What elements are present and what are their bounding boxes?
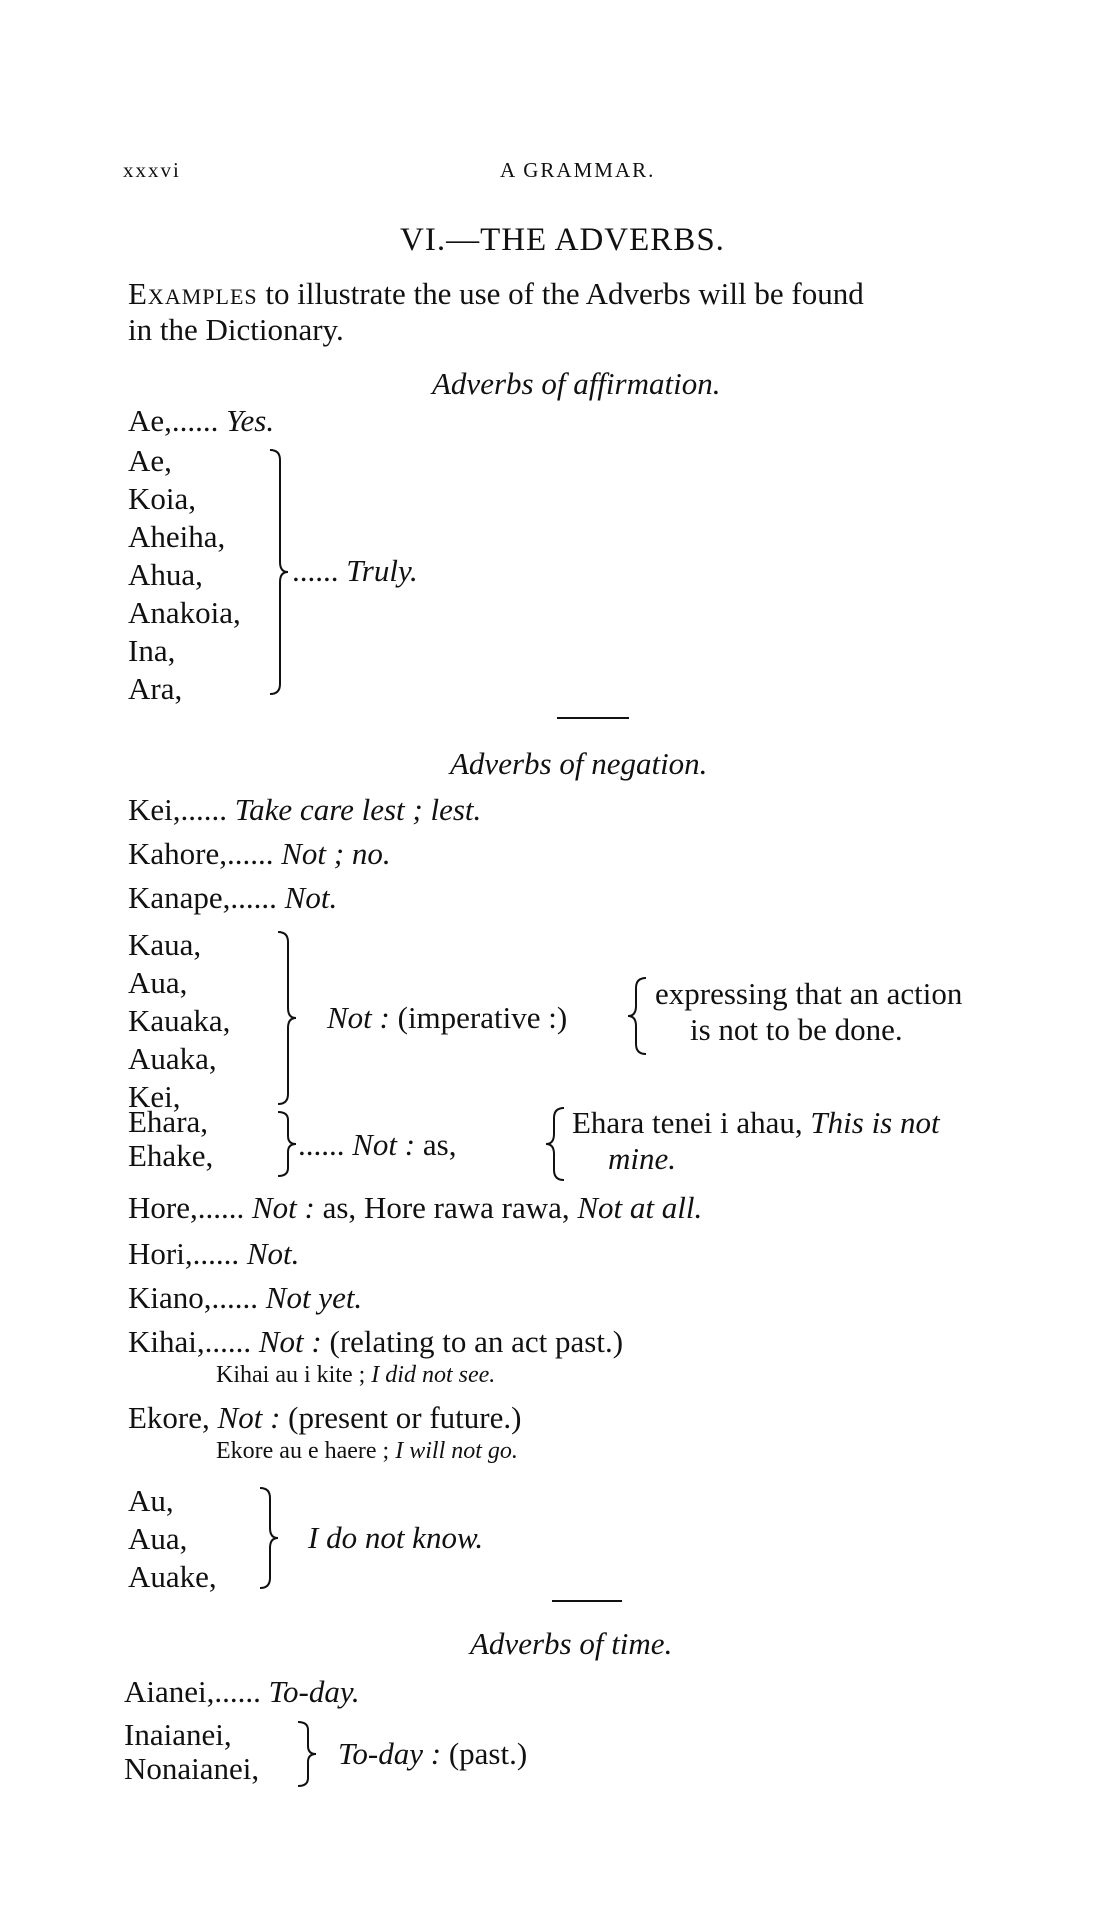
group-word: Kauaka, bbox=[128, 1003, 231, 1038]
inaianei-gloss-line bbox=[338, 1736, 527, 1772]
example-translation: I did not see. bbox=[371, 1362, 496, 1388]
ehara-brace-icon bbox=[276, 1110, 296, 1180]
entry-gloss: Not : bbox=[258, 1324, 322, 1359]
group-word: Inaianei, bbox=[124, 1717, 232, 1752]
entry-word: Aianei,...... bbox=[124, 1674, 261, 1709]
entry-gloss: To-day. bbox=[268, 1674, 360, 1709]
entry-note: (relating to an act past.) bbox=[329, 1324, 624, 1359]
inaianei-brace-icon bbox=[296, 1720, 316, 1790]
entry-note: (present or future.) bbox=[288, 1400, 522, 1435]
ehara-example-line bbox=[572, 1105, 940, 1141]
group-word: Au, bbox=[128, 1483, 174, 1518]
kaua-brace-icon bbox=[276, 930, 296, 1108]
group-word: Ina, bbox=[128, 633, 176, 668]
group-word: Aua, bbox=[128, 965, 188, 1000]
ekore-example bbox=[216, 1438, 518, 1465]
time-aianei-entry bbox=[124, 1674, 360, 1710]
example-translation: I will not go. bbox=[395, 1438, 518, 1464]
intro-text-1: to illustrate the use of the Adverbs will be found bbox=[265, 276, 864, 311]
group-gloss: To-day : bbox=[338, 1736, 442, 1771]
ehara-group-words bbox=[128, 1105, 213, 1173]
negation-ekore-entry bbox=[128, 1400, 521, 1436]
group-word: Ehake, bbox=[128, 1138, 214, 1173]
section-title: VI.—THE ADVERBS. bbox=[400, 222, 725, 258]
group-gloss: Not : bbox=[327, 1000, 390, 1035]
kaua-group-words bbox=[128, 926, 230, 1116]
affirmation-group-words bbox=[128, 442, 241, 708]
intro-lead: Examples bbox=[128, 276, 258, 311]
kaua-explanation-brace-icon bbox=[628, 976, 648, 1056]
entry-word: Kihai,...... bbox=[128, 1324, 252, 1359]
negation-hori-entry bbox=[128, 1236, 299, 1272]
entry-gloss: Not ; no. bbox=[281, 836, 391, 871]
group-word: Auake, bbox=[128, 1559, 217, 1594]
kaua-gloss-line bbox=[327, 1000, 567, 1036]
intro-line-2: in the Dictionary. bbox=[128, 312, 344, 347]
group-word: Koia, bbox=[128, 481, 197, 516]
ehara-example-brace-icon bbox=[546, 1106, 566, 1182]
group-gloss: Truly. bbox=[346, 553, 418, 588]
affirmation-brace-icon bbox=[268, 448, 288, 698]
negation-kanape-entry bbox=[128, 880, 337, 916]
affirmation-group-gloss-line bbox=[292, 553, 418, 589]
affirmation-ae-entry bbox=[128, 403, 274, 439]
group-word: Auaka, bbox=[128, 1041, 217, 1076]
section-divider bbox=[557, 717, 629, 719]
group-note: (past.) bbox=[448, 1736, 528, 1771]
negation-kiano-entry bbox=[128, 1280, 362, 1316]
entry-word: Ekore, bbox=[128, 1400, 210, 1435]
negation-heading: Adverbs of negation. bbox=[450, 746, 708, 781]
group-word: Aheiha, bbox=[128, 519, 226, 554]
entry-word: Ae,...... bbox=[128, 403, 219, 438]
group-word: Ahua, bbox=[128, 557, 203, 592]
negation-hore-entry bbox=[128, 1190, 702, 1226]
group-dots: ...... bbox=[292, 553, 339, 588]
entry-word: Kanape,...... bbox=[128, 880, 277, 915]
group-as: as, bbox=[422, 1127, 457, 1162]
group-word: Kei, bbox=[128, 1079, 181, 1114]
example-text: Ekore au e haere ; bbox=[216, 1438, 390, 1464]
entry-word: Kiano,...... bbox=[128, 1280, 259, 1315]
running-title: A GRAMMAR. bbox=[500, 158, 656, 182]
time-heading: Adverbs of time. bbox=[470, 1626, 673, 1661]
ehara-gloss-line bbox=[298, 1127, 456, 1163]
entry-gloss: Not : bbox=[217, 1400, 281, 1435]
group-word: Aua, bbox=[128, 1521, 188, 1556]
group-word: Nonaianei, bbox=[124, 1751, 260, 1786]
group-word: Kaua, bbox=[128, 927, 202, 962]
entry-translation: Not at all. bbox=[577, 1190, 703, 1225]
entry-as: as, bbox=[322, 1190, 357, 1225]
group-dots: ...... bbox=[298, 1127, 345, 1162]
entry-gloss: Take care lest ; lest. bbox=[234, 792, 482, 827]
page-number: xxxvi bbox=[123, 158, 181, 182]
group-gloss: Not : bbox=[352, 1127, 416, 1162]
group-word: Anakoia, bbox=[128, 595, 241, 630]
entry-gloss: Not : bbox=[251, 1190, 315, 1225]
entry-gloss: Yes. bbox=[226, 403, 275, 438]
inaianei-group-words bbox=[124, 1718, 259, 1786]
example-text: Kihai au i kite ; bbox=[216, 1362, 366, 1388]
affirmation-heading: Adverbs of affirmation. bbox=[432, 366, 721, 401]
kaua-expl-2: is not to be done. bbox=[690, 1012, 903, 1047]
entry-word: Hori,...... bbox=[128, 1236, 240, 1271]
negation-kihai-entry bbox=[128, 1324, 623, 1360]
group-word: Ehara, bbox=[128, 1104, 209, 1139]
entry-gloss: Not. bbox=[284, 880, 338, 915]
intro-line-1 bbox=[128, 276, 864, 312]
group-note: (imperative :) bbox=[397, 1000, 568, 1035]
kaua-expl-1: expressing that an action bbox=[655, 976, 963, 1011]
group-word: Ara, bbox=[128, 671, 183, 706]
ehara-example-translation-2: mine. bbox=[608, 1141, 677, 1176]
entry-word: Kahore,...... bbox=[128, 836, 274, 871]
au-brace-icon bbox=[258, 1486, 278, 1592]
negation-kei-entry bbox=[128, 792, 481, 828]
kihai-example bbox=[216, 1362, 495, 1389]
example-translation: This is not bbox=[810, 1105, 940, 1140]
example-text: Ehara tenei i ahau, bbox=[572, 1105, 803, 1140]
section-divider bbox=[552, 1600, 622, 1602]
entry-example: Hore rawa rawa, bbox=[363, 1190, 570, 1225]
entry-word: Hore,...... bbox=[128, 1190, 245, 1225]
entry-word: Kei,...... bbox=[128, 792, 228, 827]
negation-kahore-entry bbox=[128, 836, 391, 872]
group-word: Ae, bbox=[128, 443, 172, 478]
entry-gloss: Not. bbox=[246, 1236, 300, 1271]
entry-gloss: Not yet. bbox=[265, 1280, 363, 1315]
au-group-words bbox=[128, 1482, 217, 1596]
au-group-gloss: I do not know. bbox=[308, 1520, 484, 1555]
